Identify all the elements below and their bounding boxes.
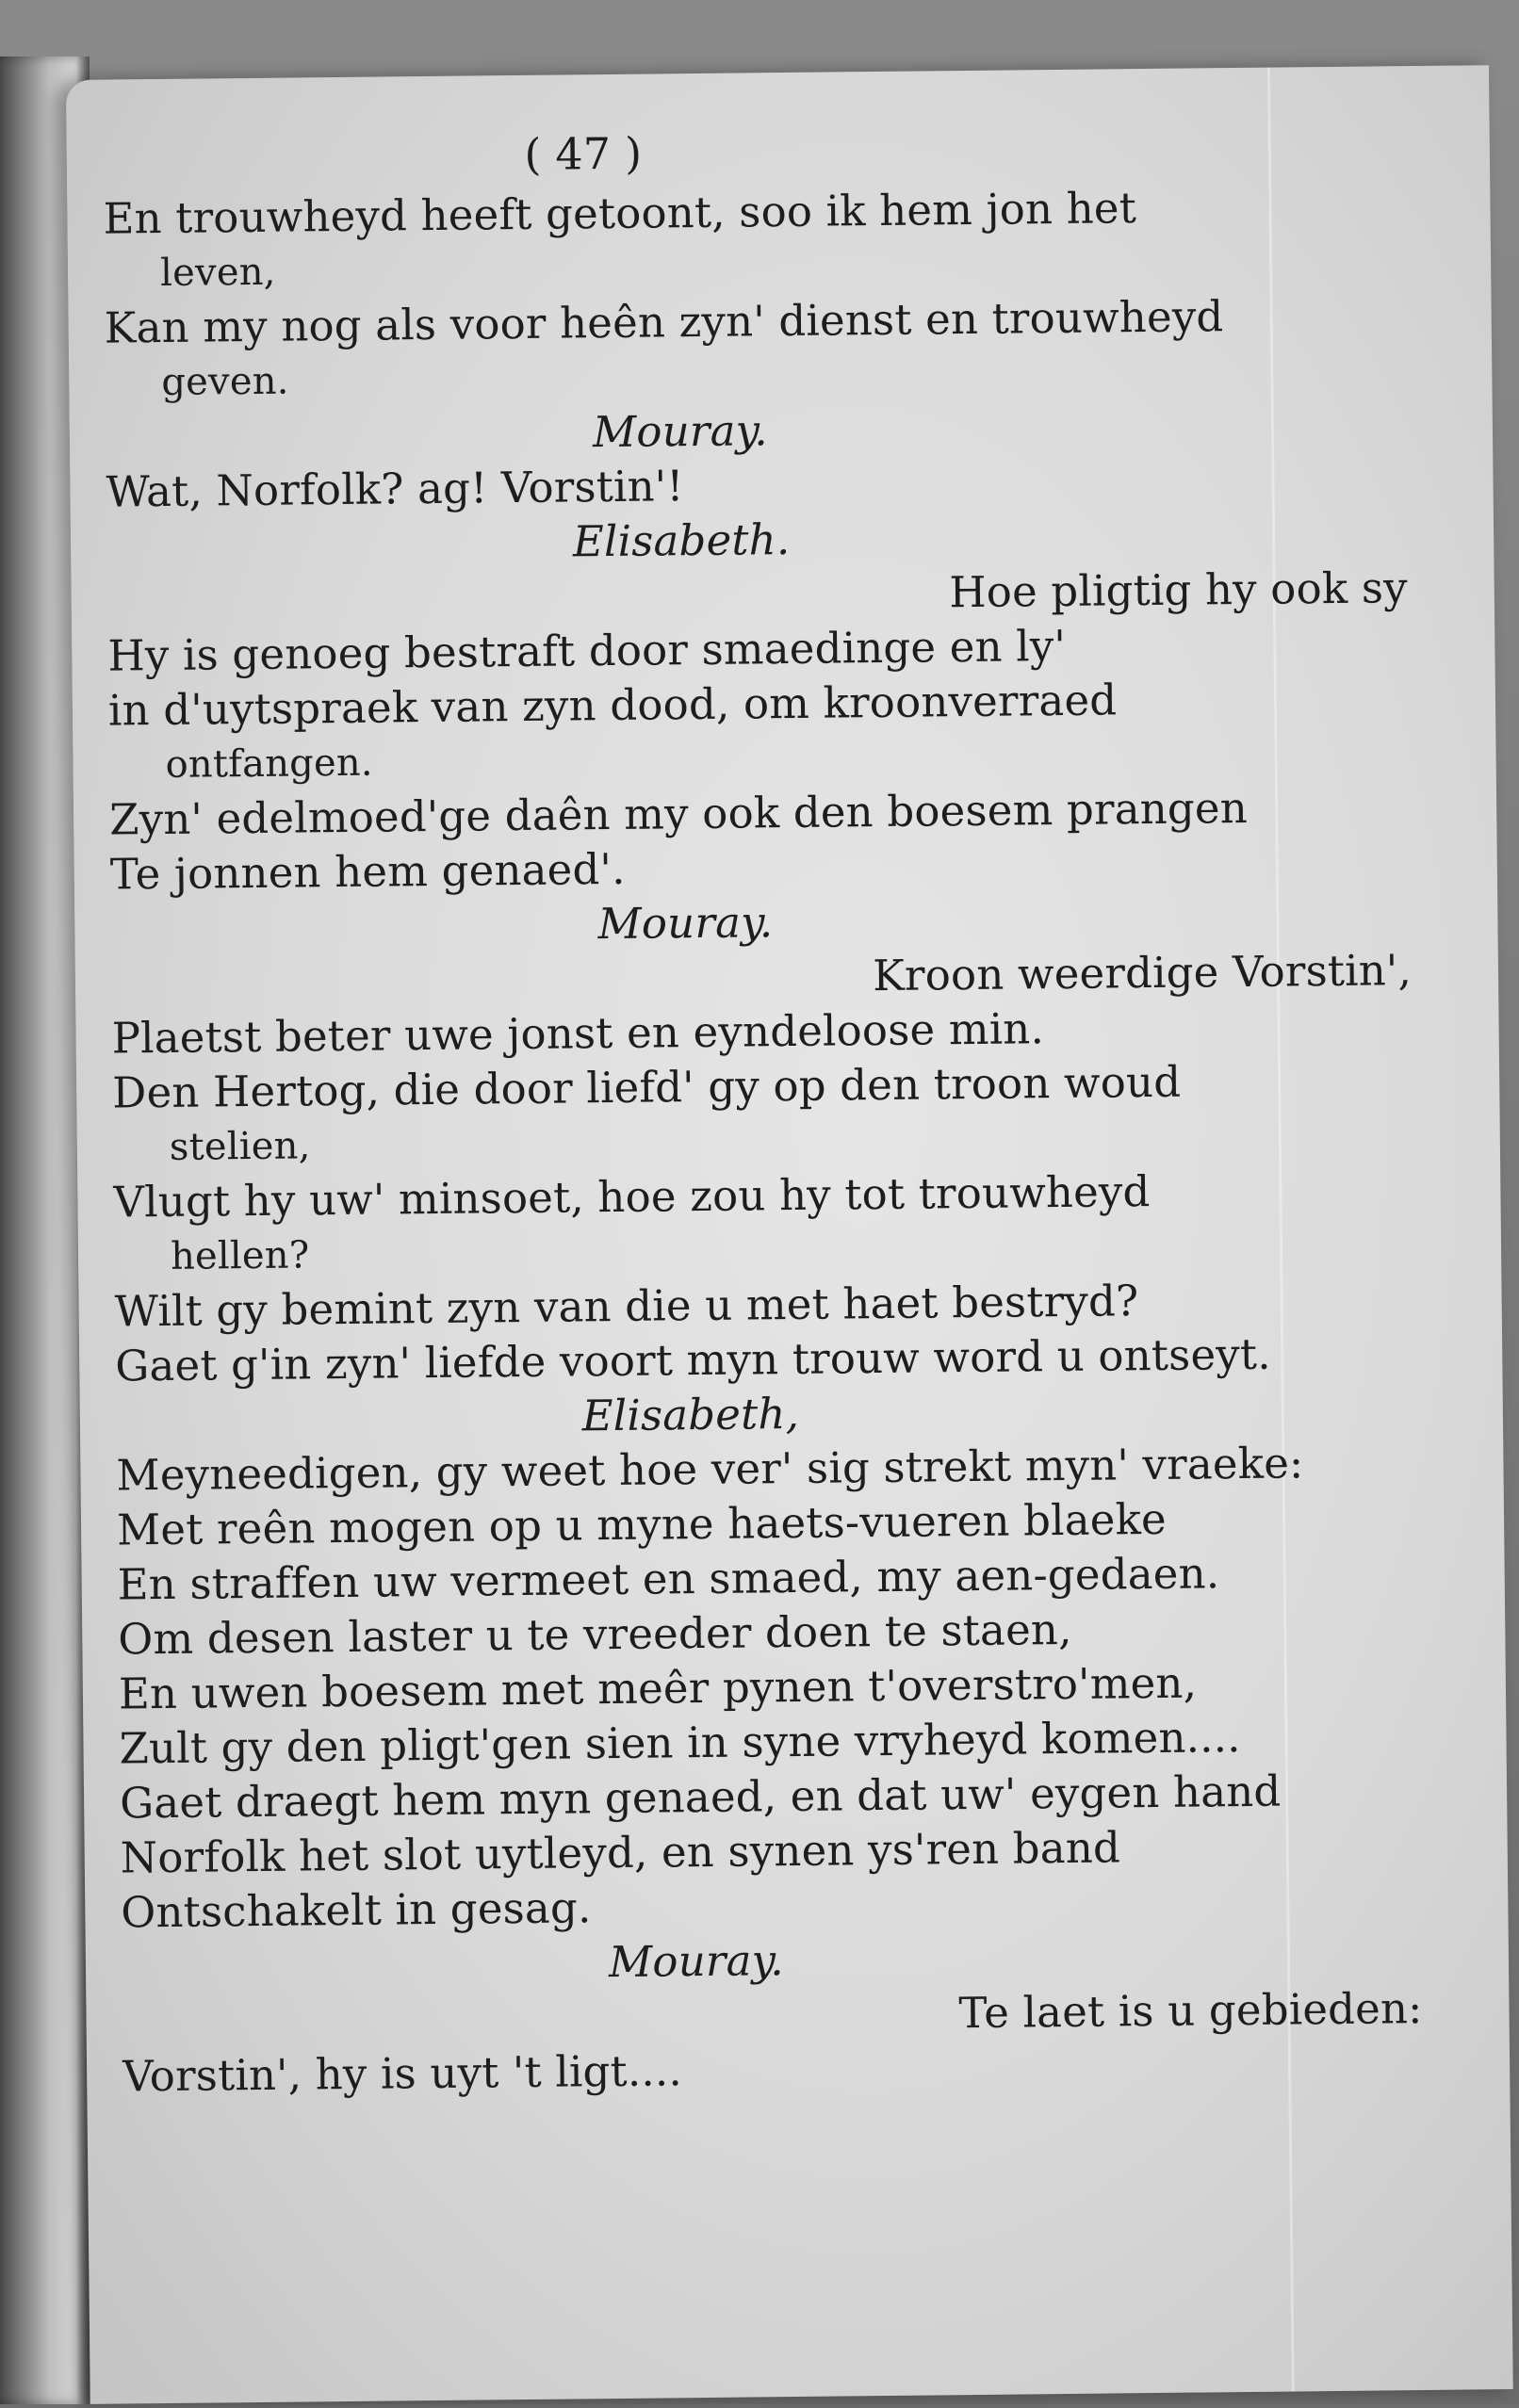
verse-line: Met reên mogen op u myne haets-vueren blaeke	[116, 1493, 1168, 1555]
speaker-name: Mouray.	[592, 405, 769, 458]
verse-line: Te jonnen hem genaed'.	[109, 843, 626, 900]
verse-line: Plaetst beter uwe jonst en eyndeloose min.	[111, 1003, 1045, 1064]
verse-line: Den Hertog, die door liefd' gy op den troon woud	[111, 1056, 1182, 1118]
verse-line: Vlugt hy uw' minsoet, hoe zou hy tot trouwheyd	[113, 1166, 1151, 1228]
verse-half-line: Hoe pligtig hy ook sy	[949, 562, 1408, 618]
verse-half-line: Te laet is u gebieden:	[958, 1983, 1423, 2039]
verse-half-line: Kroon weerdige Vorstin',	[872, 945, 1413, 1001]
verse-continuation: stelien,	[169, 1124, 311, 1169]
verse-continuation: ontfangen.	[165, 740, 373, 787]
page-number: ( 47 )	[524, 127, 643, 180]
book-page	[66, 65, 1513, 2404]
verse-line: Wilt gy bemint zyn van die u met haet bestryd?	[114, 1276, 1139, 1337]
verse-line: Wat, Norfolk? ag! Vorstin'!	[106, 461, 684, 517]
speaker-name: Elisabeth,	[581, 1388, 800, 1441]
verse-line: Om desen laster u te vreeder doen te staen,	[118, 1603, 1072, 1665]
verse-line: in d'uytspraek van zyn dood, om kroonverraed	[107, 675, 1118, 736]
page-text	[103, 118, 1462, 2105]
verse-line: Kan my nog als voor heên zyn' dienst en trouwheyd	[104, 291, 1224, 353]
speaker-name: Elisabeth.	[572, 513, 791, 567]
speaker-name: Mouray.	[597, 897, 774, 950]
verse-continuation: hellen?	[170, 1233, 310, 1278]
verse-line: En uwen boesem met meêr pynen t'overstro'men,	[118, 1657, 1198, 1719]
verse-lines	[103, 178, 1461, 2105]
verse-line: Meyneedigen, gy weet hoe ver' sig strekt myn' vraeke:	[116, 1438, 1304, 1501]
speaker-name: Mouray.	[608, 1935, 785, 1988]
verse-line: Gaet draegt hem myn genaed, en dat uw' eygen hand	[119, 1765, 1282, 1829]
verse-line: En straffen uw vermeet en smaed, my aen-gedaen.	[117, 1548, 1220, 1610]
verse-line: Zult gy den pligt'gen sien in syne vryheyd komen....	[119, 1712, 1241, 1774]
verse-line: Vorstin', hy is uyt 't ligt....	[122, 2045, 683, 2102]
verse-continuation: leven,	[159, 250, 276, 295]
verse-line: Ontschakelt in gesag.	[121, 1882, 592, 1938]
verse-line: Gaet g'in zyn' liefde voort myn trouw word u ontseyt.	[115, 1328, 1271, 1391]
verse-line: En trouwheyd heeft getoont, soo ik hem jon het	[103, 183, 1137, 244]
verse-line: Norfolk het slot uytleyd, en synen ys'ren band	[120, 1822, 1121, 1883]
verse-line: Zyn' edelmoed'ge daên my ook den boesem prangen	[108, 782, 1249, 845]
verse-continuation: geven.	[161, 359, 289, 404]
verse-line: Hy is genoeg bestraft door smaedinge en ly'	[107, 620, 1067, 681]
